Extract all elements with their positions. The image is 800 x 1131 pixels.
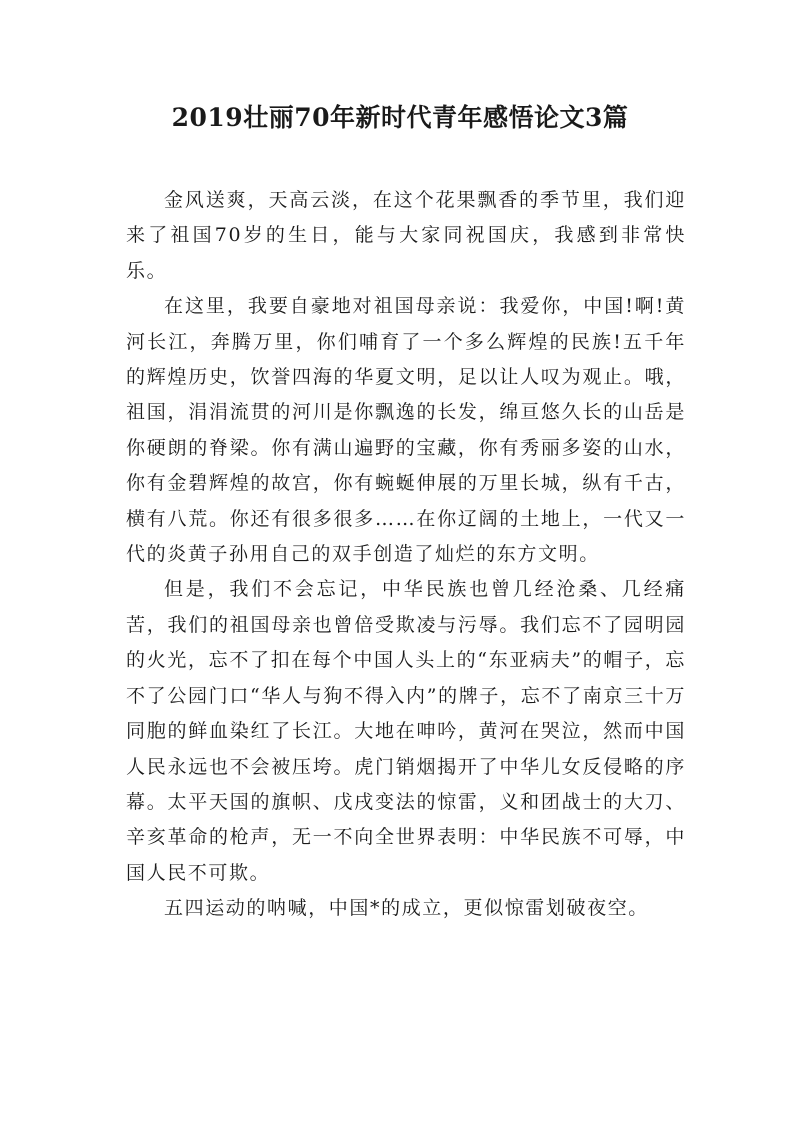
document-body bbox=[126, 183, 686, 927]
paragraph: 金风送爽，天高云淡，在这个花果飘香的季节里，我们迎来了祖国70岁的生日，能与大家同祝国庆，我感到非常快乐。 bbox=[126, 189, 686, 282]
document-title: 2019壮丽70年新时代青年感悟论文3篇 bbox=[171, 103, 629, 132]
paragraph: 在这里，我要自豪地对祖国母亲说：我爱你，中国!啊!黄河长江，奔腾万里，你们哺育了一个多么辉煌的民族!五千年的辉煌历史，饮誉四海的华夏文明，足以让人叹为观止。哦，祖国，涓涓流贯的河川是你飘逸的长发，绵亘悠久长的山岳是你硬朗的脊梁。你有满山遍野的宝藏，你有秀丽多姿的山水，你有金碧辉煌的故宫，你有蜿蜒伸展的万里长城，纵有千古，横有八荒。你还有很多很多……在你辽阔的土地上，一代又一代的炎黄子孙用自己的双手创造了灿烂的东方文明。 bbox=[126, 295, 686, 566]
paragraph: 但是，我们不会忘记，中华民族也曾几经沧桑、几经痛苦，我们的祖国母亲也曾倍受欺凌与污辱。我们忘不了园明园的火光，忘不了扣在每个中国人头上的“东亚病夫”的帽子，忘不了公园门口“华人与狗不得入内”的牌子，忘不了南京三十万同胞的鲜血染红了长江。大地在呻吟，黄河在哭泣，然而中国人民永远也不会被压垮。虎门销烟揭开了中华儿女反侵略的序幕。太平天国的旗帜、戊戌变法的惊雷，义和团战士的大刀、辛亥革命的枪声，无一不向全世界表明：中华民族不可辱，中国人民不可欺。 bbox=[126, 578, 686, 884]
paragraph: 五四运动的呐喊，中国*的成立，更似惊雷划破夜空。 bbox=[164, 897, 649, 920]
